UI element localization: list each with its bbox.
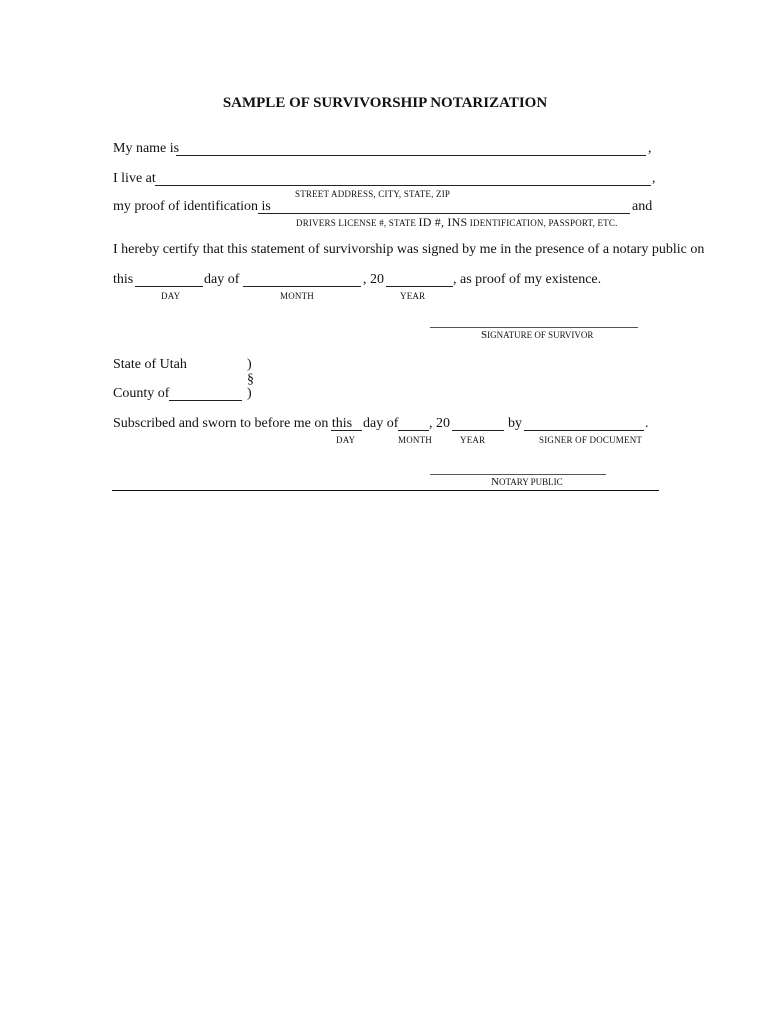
sworn-signer-field-line[interactable] <box>524 430 644 431</box>
sworn-year-field-line[interactable] <box>452 430 504 431</box>
bottom-divider <box>112 490 659 491</box>
name-label: My name is <box>113 141 180 156</box>
notary-caption-initial: N <box>491 476 499 488</box>
sworn-by-label: by <box>508 416 522 431</box>
sworn-day-caption: DAY <box>336 435 356 445</box>
id-caption-pre: DRIVERS LICENSE #, STATE <box>296 218 419 228</box>
venue-section-mark: § <box>247 372 254 387</box>
certify-text: I hereby certify that this statement of survivorship was signed by me in the presence of a notary public on <box>113 242 705 257</box>
id-caption-big: ID #, INS <box>418 215 468 229</box>
sworn-month-field-line[interactable] <box>398 430 429 431</box>
day-field-line[interactable] <box>135 286 203 287</box>
county-field-line[interactable] <box>169 400 242 401</box>
address-caption: STREET ADDRESS, CITY, STATE, ZIP <box>295 189 451 199</box>
document-title: SAMPLE OF SURVIVORSHIP NOTARIZATION <box>222 95 548 111</box>
sworn-end-period: . <box>645 416 649 431</box>
sworn-day-of-label: day of <box>363 416 399 431</box>
day-caption: DAY <box>161 291 181 301</box>
sworn-year-prefix: , 20 <box>429 416 450 431</box>
sworn-year-caption: YEAR <box>460 435 486 445</box>
id-caption-post: IDENTIFICATION, PASSPORT, ETC. <box>467 218 618 228</box>
address-comma: , <box>652 171 656 186</box>
year-prefix: , 20 <box>363 272 384 287</box>
name-field-line[interactable] <box>176 155 646 156</box>
month-caption: MONTH <box>280 291 314 301</box>
state-label: State of Utah <box>113 357 187 372</box>
address-field-line[interactable] <box>155 185 651 186</box>
id-caption <box>296 217 618 228</box>
notary-caption-rest: OTARY PUBLIC <box>498 477 563 487</box>
sworn-day-field-line[interactable] <box>331 430 362 431</box>
venue-paren-bottom: ) <box>247 386 252 401</box>
survivor-signature-line[interactable] <box>430 327 638 328</box>
survivor-caption-rest: IGNATURE OF SURVIVOR <box>487 330 594 340</box>
survivor-signature-caption <box>481 329 593 341</box>
county-label: County of <box>113 386 170 401</box>
id-and: and <box>632 199 653 214</box>
address-label: I live at <box>113 171 156 186</box>
sworn-signer-caption: SIGNER OF DOCUMENT <box>539 435 643 445</box>
name-comma: , <box>648 141 652 156</box>
month-field-line[interactable] <box>243 286 361 287</box>
this-label: this <box>113 272 134 287</box>
survivor-caption-initial: S <box>481 329 488 341</box>
sworn-label: Subscribed and sworn to before me on this <box>113 416 353 431</box>
year-field-line[interactable] <box>386 286 453 287</box>
id-field-line[interactable] <box>258 213 630 214</box>
sworn-month-caption: MONTH <box>398 435 432 445</box>
year-caption: YEAR <box>400 291 426 301</box>
day-of-label: day of <box>204 272 240 287</box>
venue-paren-top: ) <box>247 357 252 372</box>
notary-signature-line[interactable] <box>430 474 606 475</box>
id-label: my proof of identification is <box>113 199 271 214</box>
proof-text: , as proof of my existence. <box>453 272 602 287</box>
notary-signature-caption <box>491 476 563 488</box>
